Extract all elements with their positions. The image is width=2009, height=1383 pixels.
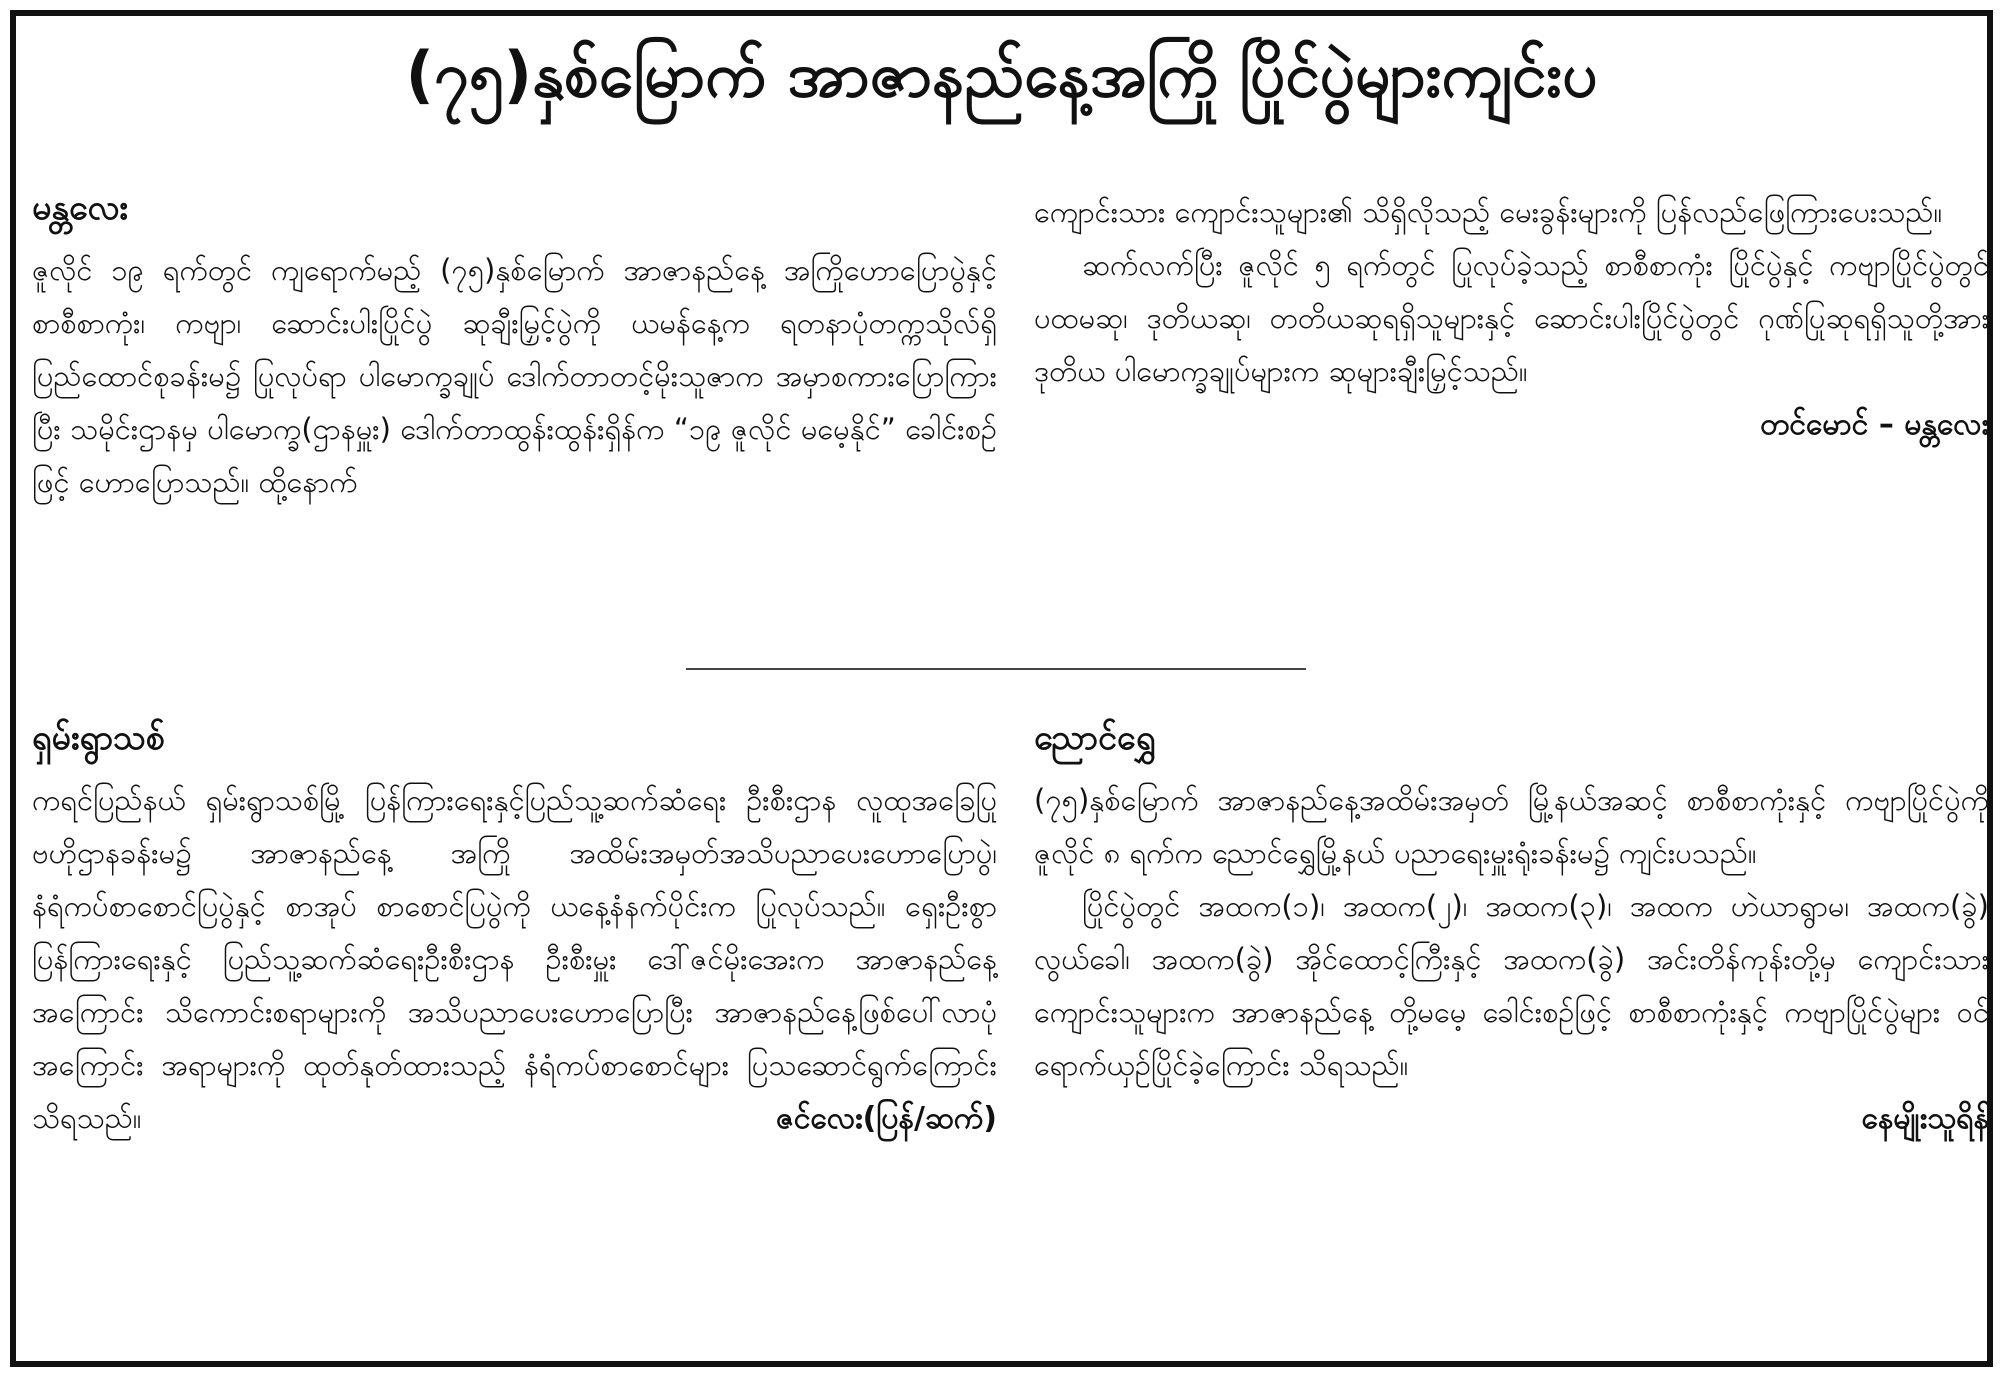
section-divider [686, 668, 1306, 670]
dateline-mandalay: မန္တလေး [32, 188, 128, 228]
headline: (၇၅)နှစ်မြောက် အာဇာနည်နေ့အကြို ပြိုင်ပွဲများကျင်းပ [405, 38, 1598, 111]
paragraph: ပြိုင်ပွဲတွင် အထက(၁)၊ အထက(၂)၊ အထက(၃)၊ အထက ဟဲယာရွာမ၊ အထက(ခွဲ) လွယ်ခေါ၊ အထက(ခွဲ) အိုင်ထောင့်ကြီးနှင့် အထက(ခွဲ) အင်းတိန်ကုန်းတို့မှ ကျောင်းသား ကျောင်းသူများက အာဇာနည်နေ့ တို့မမေ့ ခေါင်းစဉ်ဖြင့် စာစီစာကုံးနှင့် ကဗျာပြိုင်ပွဲများ ဝင်ရောက်ယှဉ်ပြိုင်ခဲ့ကြောင်း သိရသည်။ [1034, 889, 1989, 1083]
dateline-nyaung-shwe: ညောင်ရွှေ [1034, 718, 1156, 758]
byline-mandalay: တင်မောင် – မန္တလေး [1760, 407, 1989, 442]
article-frame [10, 10, 1993, 1367]
article-body-nyaung-shwe [1034, 774, 1989, 1092]
byline-nyaung-shwe: နေမျိုးသူရိန် [1861, 1101, 1989, 1137]
article-mandalay-continued [1034, 186, 1989, 451]
paragraph: (၇၅)နှစ်မြောက် အာဇာနည်နေ့အထိမ်းအမှတ် မြို့နယ်အဆင့် စာစီစာကုံးနှင့် ကဗျာပြိုင်ပွဲကို ဇူလိုင် ၈ ရက်က ညောင်ရွှေမြို့နယ် ပညာရေးမှူးရုံးခန်းမ၌ ကျင်းပသည်။ [1034, 783, 1989, 871]
article-shwe-ywa-thit [32, 716, 997, 1145]
article-body-shwe-ywa-thit [32, 774, 997, 1145]
paragraph-text: ကရင်ပြည်နယ် ရှမ်းရွာသစ်မြို့ ပြန်ကြားရေးနှင့်ပြည်သူ့ဆက်ဆံရေး ဦးစီးဌာန လူထုအခြေပြုဗဟိုဌာနခန်းမ၌ အာဇာနည်နေ့ အကြို အထိမ်းအမှတ်အသိပညာပေးဟောပြောပွဲ၊ နံရံကပ်စာစောင်ပြပွဲနှင့် စာအုပ် စာစောင်ပြပွဲကို ယနေ့နံနက်ပိုင်းက ပြုလုပ်သည်။ ရှေးဦးစွာ ပြန်ကြားရေးနှင့် ပြည်သူ့ဆက်ဆံရေးဦးစီးဌာန ဦးစီးမှူး ဒေါ်ဇင်မိုးအေးက အာဇာနည်နေ့အကြောင်း သိကောင်းစရာများကို အသိပညာပေးဟောပြောပြီး အာဇာနည်နေ့ဖြစ်ပေါ်လာပုံအကြောင်း အရာများကို ထုတ်နုတ်ထားသည့် နံရံကပ်စာစောင်များ ပြသဆောင်ရွက်ကြောင်း သိရသည်။ [32, 783, 997, 1136]
dateline-shwe-ywa-thit: ရှမ်းရွာသစ် [32, 718, 166, 758]
paragraph: ဆက်လက်ပြီး ဇူလိုင် ၅ ရက်တွင် ပြုလုပ်ခဲ့သည့် စာစီစာကုံး ပြိုင်ပွဲနှင့် ကဗျာပြိုင်ပွဲတွင် ပထမဆု၊ ဒုတိယဆု၊ တတိယဆုရရှိသူများနှင့် ဆောင်းပါးပြိုင်ပွဲတွင် ဂုဏ်ပြုဆုရရှိသူတို့အား ဒုတိယ ပါမောက္ခချုပ်များက ဆုများချီးမြှင့်သည်။ [1034, 248, 1989, 388]
article-mandalay [32, 186, 997, 509]
paragraph: ဇူလိုင် ၁၉ ရက်တွင် ကျရောက်မည့် (၇၅)နှစ်မြောက် အာဇာနည်နေ့ အကြိုဟောပြောပွဲနှင့် စာစီစာကုံး၊ ကဗျာ၊ ဆောင်းပါးပြိုင်ပွဲ ဆုချီးမြှင့်ပွဲကို ယမန်နေ့က ရတနာပုံတက္ကသိုလ်ရှိ ပြည်ထောင်စုခန်းမ၌ ပြုလုပ်ရာ ပါမောက္ခချုပ် ဒေါက်တာတင့်မိုးသူဇာက အမှာစကားပြောကြားပြီး သမိုင်းဌာနမှ ပါမောက္ခ(ဌာနမှူး) ဒေါက်တာထွန်းထွန်းရှိန်က “၁၉ ဇူလိုင် မမေ့နိုင်” ခေါင်းစဉ်ဖြင့် ဟောပြောသည်။ ထို့နောက် [32, 253, 997, 500]
article-body-mandalay-continued [1034, 186, 1989, 398]
byline-shwe-ywa-thit: ဇင်လေး(ပြန်/ဆက်) [776, 1101, 997, 1137]
article-body-mandalay [32, 244, 997, 509]
paragraph [32, 774, 997, 1145]
article-nyaung-shwe [1034, 716, 1989, 1145]
paragraph: ကျောင်းသား ကျောင်းသူများ၏ သိရှိလိုသည့် မေးခွန်းများကို ပြန်လည်ဖြေကြားပေးသည်။ [1034, 195, 1943, 229]
